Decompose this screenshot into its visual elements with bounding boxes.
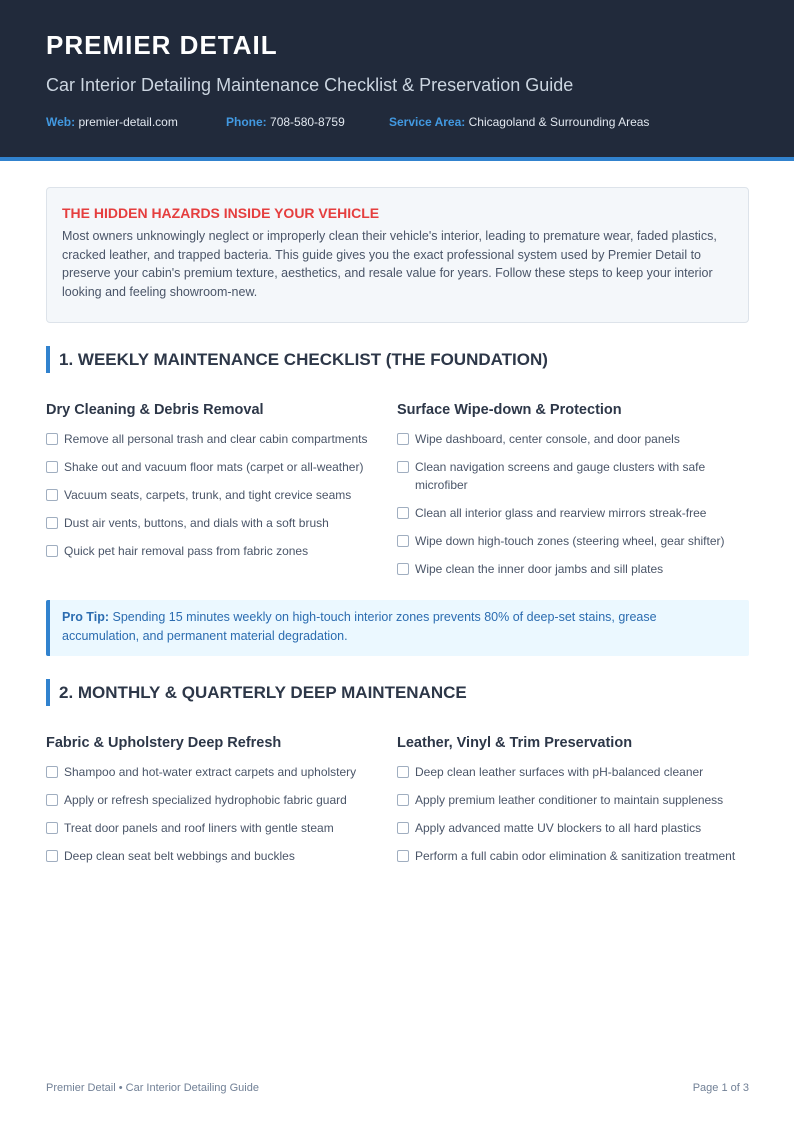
page-footer <box>46 1080 749 1096</box>
brand-title: PREMIER DETAIL <box>46 30 278 60</box>
checklist-item-text: Apply advanced matte UV blockers to all hard plastics <box>415 821 702 835</box>
checklist-item-text: Deep clean seat belt webbings and buckles <box>64 849 295 863</box>
pro-tip-text: Spending 15 minutes weekly on high-touch interior zones prevents 80% of deep-set stains, grease accumulation, and permanent material degradation. <box>62 610 657 643</box>
section-1-left-column <box>46 401 396 570</box>
checkbox[interactable] <box>46 461 58 473</box>
checklist-item[interactable] <box>46 486 396 504</box>
section-1-right-column <box>397 401 747 588</box>
checkbox[interactable] <box>397 433 409 445</box>
footer-document-name: Premier Detail • Car Interior Detailing Guide <box>46 1082 259 1094</box>
section-2-right-column <box>397 734 747 875</box>
page-header <box>0 0 794 161</box>
pro-tip-label: Pro Tip: <box>62 610 109 624</box>
checkbox[interactable] <box>46 766 58 778</box>
checklist-item-text: Treat door panels and roof liners with gentle steam <box>64 821 334 835</box>
checkbox[interactable] <box>397 766 409 778</box>
checklist-item[interactable] <box>397 458 747 494</box>
checklist-item-text: Shampoo and hot-water extract carpets and upholstery <box>64 765 357 779</box>
column-title: Fabric & Upholstery Deep Refresh <box>46 735 282 751</box>
checklist-item-text: Wipe dashboard, center console, and door panels <box>415 432 680 446</box>
checklist-item-text: Apply or refresh specialized hydrophobic fabric guard <box>64 793 347 807</box>
checklist-item-text: Remove all personal trash and clear cabin compartments <box>64 432 368 446</box>
checklist-item-text: Quick pet hair removal pass from fabric zones <box>64 544 309 558</box>
checkbox[interactable] <box>397 850 409 862</box>
checklist-item-text: Clean all interior glass and rearview mirrors streak-free <box>415 506 707 520</box>
checklist-item-text: Perform a full cabin odor elimination & sanitization treatment <box>415 849 736 863</box>
checkbox[interactable] <box>46 850 58 862</box>
checkbox[interactable] <box>397 461 409 473</box>
checklist-item[interactable] <box>46 819 396 837</box>
checklist-item-text: Wipe down high-touch zones (steering wheel, gear shifter) <box>415 534 725 548</box>
checklist-item[interactable] <box>46 430 396 448</box>
section-2-left-column <box>46 734 396 875</box>
checkbox[interactable] <box>397 822 409 834</box>
checkbox[interactable] <box>397 794 409 806</box>
section-2-title: 2. MONTHLY & QUARTERLY DEEP MAINTENANCE <box>46 679 749 706</box>
pro-tip-callout <box>46 600 749 656</box>
checklist-item[interactable] <box>397 504 747 522</box>
checklist-item[interactable] <box>46 542 396 560</box>
document-subtitle: Car Interior Detailing Maintenance Checklist & Preservation Guide <box>46 75 574 95</box>
checkbox[interactable] <box>397 563 409 575</box>
checkbox[interactable] <box>46 489 58 501</box>
hazard-callout <box>46 187 749 323</box>
contact-web <box>46 114 226 130</box>
checkbox[interactable] <box>46 794 58 806</box>
checkbox[interactable] <box>397 507 409 519</box>
checklist-item[interactable] <box>46 458 396 476</box>
hazard-title: THE HIDDEN HAZARDS INSIDE YOUR VEHICLE <box>62 205 380 221</box>
phone-label: Phone: <box>226 115 267 129</box>
checklist-item-text: Deep clean leather surfaces with pH-balanced cleaner <box>415 765 704 779</box>
checklist-item[interactable] <box>397 532 747 550</box>
column-title: Dry Cleaning & Debris Removal <box>46 402 264 418</box>
checklist-item-text: Apply premium leather conditioner to maintain suppleness <box>415 793 724 807</box>
checklist-item[interactable] <box>46 763 396 781</box>
checklist-item-text: Shake out and vacuum floor mats (carpet or all-weather) <box>64 460 364 474</box>
checklist-item[interactable] <box>397 819 747 837</box>
checklist-item[interactable] <box>397 430 747 448</box>
checkbox[interactable] <box>46 822 58 834</box>
checklist-item[interactable] <box>397 791 747 809</box>
contact-row <box>46 114 748 130</box>
checklist-item[interactable] <box>397 763 747 781</box>
checkbox[interactable] <box>397 535 409 547</box>
checkbox[interactable] <box>46 433 58 445</box>
contact-phone <box>226 114 389 130</box>
checklist-item[interactable] <box>46 847 396 865</box>
column-title: Leather, Vinyl & Trim Preservation <box>397 735 633 751</box>
footer-page-number: Page 1 of 3 <box>692 1082 749 1094</box>
area-value: Chicagoland & Surrounding Areas <box>468 115 650 129</box>
checklist-item-text: Wipe clean the inner door jambs and sill plates <box>415 562 664 576</box>
checkbox[interactable] <box>46 517 58 529</box>
hazard-body: Most owners unknowingly neglect or improperly clean their vehicle's interior, leading to premature wear, faded plastics, cracked leather, and trapped bacteria. This guide gives you the exact professional system used by Premier Detail to preserve your cabin's premium texture, aesthetics, and resale value for years. Follow these steps to keep your interior looking and feeling showroom-new. <box>62 229 717 299</box>
checklist-item[interactable] <box>46 514 396 532</box>
column-title: Surface Wipe-down & Protection <box>397 402 622 418</box>
checklist-item[interactable] <box>46 791 396 809</box>
web-label: Web: <box>46 115 76 129</box>
checklist-item[interactable] <box>397 847 747 865</box>
checklist-item[interactable] <box>397 560 747 578</box>
area-label: Service Area: <box>389 115 466 129</box>
phone-value: 708-580-8759 <box>270 115 345 129</box>
checklist-item-text: Dust air vents, buttons, and dials with a soft brush <box>64 516 329 530</box>
checklist-item-text: Clean navigation screens and gauge clusters with safe microfiber <box>415 460 706 492</box>
web-value: premier-detail.com <box>78 115 178 129</box>
section-1-title: 1. WEEKLY MAINTENANCE CHECKLIST (THE FOUNDATION) <box>46 346 749 373</box>
checkbox[interactable] <box>46 545 58 557</box>
checklist-item-text: Vacuum seats, carpets, trunk, and tight crevice seams <box>64 488 352 502</box>
contact-service-area <box>389 114 649 130</box>
